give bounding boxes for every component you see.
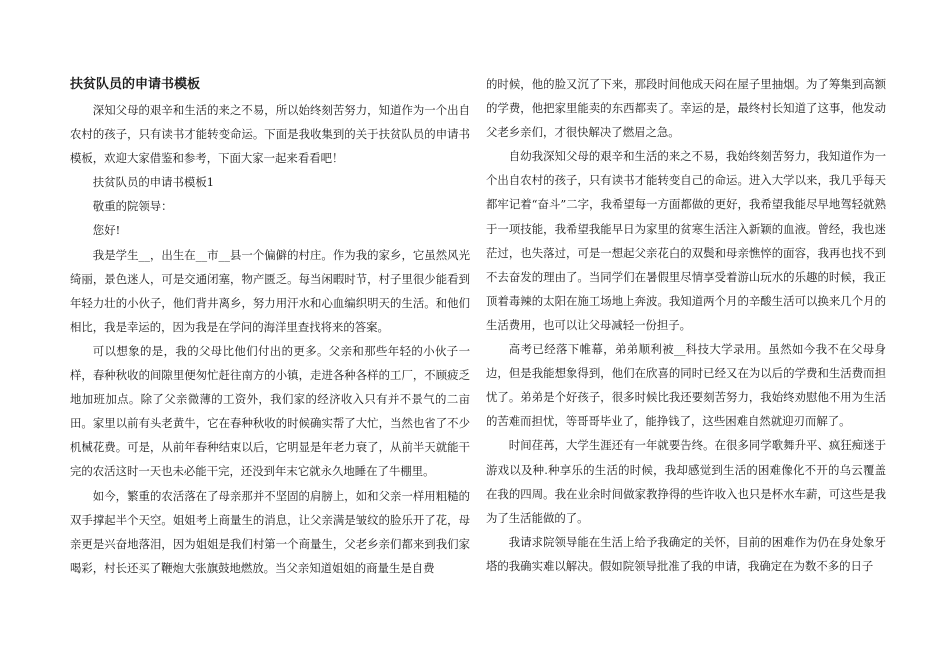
paragraph: 高考已经落下帷幕，弟弟顺利被__科技大学录用。虽然如今我不在父母身边，但是我能想象得到，他们在欣喜的同时已经又在为以后的学费和生活费而担忧了。弟弟是个好孩子，很多时候比我还要刻苦努力，我始终劝慰他不用为生活的苦难而担忧，等哥哥毕业了，能挣钱了，这些困难自然就迎刃而解了。	[486, 342, 886, 429]
paragraph: 扶贫队员的申请书模板1	[92, 175, 214, 190]
paragraph: 的时候，他的脸又沉了下来，那段时间他成天闷在屋子里抽烟。为了筹集到高额的学费，他把家里能卖的东西都卖了。幸运的是，最终村长知道了这事，他发动父老乡亲们，才很快解决了燃眉之急。	[486, 77, 886, 140]
paragraph: 您好!	[92, 223, 121, 238]
paragraph: 我请求院领导能在生活上给予我确定的关怀，目前的困难作为仍在身处象牙塔的我确实难以解决。假如院领导批准了我的申请，我确定在为数不多的日子	[486, 534, 886, 573]
paragraph: 敬重的院领导：	[92, 199, 173, 214]
paragraph: 如今，繁重的农活落在了母亲那并不坚固的肩膀上，如和父亲一样用粗糙的双手撑起半个天空。姐姐考上商量生的消息，让父亲满是皱纹的脸乐开了花，母亲更是兴奋地落泪，因为姐姐是我们村第一个商量生，父老乡亲们都来到我们家喝彩，村长还买了鞭炮大张旗鼓地燃放。当父亲知道姐姐的商量生是自费	[70, 488, 470, 575]
right-column	[486, 72, 886, 578]
paragraph: 时间荏苒，大学生涯还有一年就要告终。在很多同学歌舞升平、疯狂痴迷于游戏以及种.种享乐的生活的时候，我却感觉到生活的困难像化不开的乌云覆盖在我的四周。我在业余时间做家教挣得的些许收入也只是杯水车薪，可这些是我为了生活能做的了。	[486, 438, 886, 525]
document-title: 扶贫队员的申请书模板	[70, 77, 201, 92]
paragraph: 自幼我深知父母的艰辛和生活的来之不易，我始终刻苦努力，我知道作为一个出自农村的孩子，只有读书才能转变自己的命运。进入大学以来，我几乎每天都牢记着“奋斗”二字，我希望每一方面都做的更好，我希望我能尽早地驾轻就熟于一项技能，我希望我能早日为家里的贫寒生活注入新颖的血液。曾经，我也迷茫过，也失落过，可是一想起父亲花白的双鬓和母亲憔悴的面容，我再也找不到不去奋发的理由了。当同学们在暑假里尽情享受着游山玩水的乐趣的时候，我正顶着毒辣的太阳在施工场地上奔波。我知道两个月的辛酸生活可以换来几个月的生活费用，也可以让父母减轻一份担子。	[486, 149, 886, 332]
left-column	[70, 72, 470, 580]
paragraph: 我是学生__，出生在__市__县一个偏僻的村庄。作为我的家乡，它虽然风光绮丽，景色迷人，可是交通闭塞，物产匮乏。每当闲暇时节，村子里很少能看到年轻力壮的小伙子，他们背井离乡，努力用汗水和心血编织明天的生活。和他们相比，我是幸运的，因为我是在学问的海洋里查找将来的答案。	[70, 247, 470, 334]
paragraph: 可以想象的是，我的父母比他们付出的更多。父亲和那些年轻的小伙子一样，春种秋收的间隙里便匆忙赶往南方的小镇，走进各种各样的工厂，不顾疲乏地加班加点。除了父亲微薄的工资外，我们家的经济收入只有并不景气的二亩田。家里以前有头老黄牛，它在春种秋收的时候确实帮了大忙，当然也省了不少机械花费。可是，从前年春种结束以后，它明显是年老力衰了，从前半天就能干完的农活这时一天也未必能干完，还没到年末它就永久地睡在了牛棚里。	[70, 343, 470, 479]
paragraph: 深知父母的艰辛和生活的来之不易，所以始终刻苦努力，知道作为一个出自农村的孩子，只有读书才能转变命运。下面是我收集到的关于扶贫队员的申请书模板，欢迎大家借鉴和参考，下面大家一起来看看吧！	[70, 103, 470, 166]
